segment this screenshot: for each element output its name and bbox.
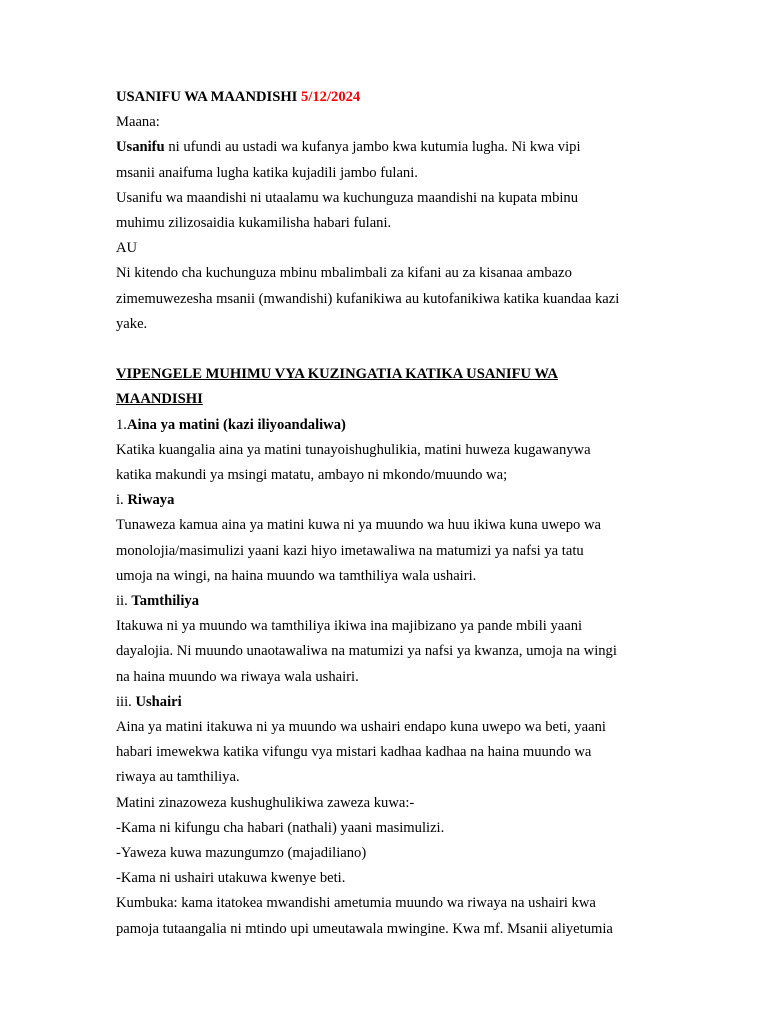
blank-line [116,337,658,362]
sub-iii-title: Ushairi [135,693,182,710]
definition-3-line-3: yake. [116,315,148,332]
item-1-line-2: katika makundi ya msingi matatu, ambayo ni mkondo/muundo wa; [116,467,508,484]
list-item-1: -Kama ni kifungu cha habari (nathali) yaani masimulizi. [116,819,445,836]
definition-1-line-1 [116,135,658,160]
kumbuka-line-1: Kumbuka: kama itatokea mwandishi ametumia muundo wa riwaya na ushairi kwa [116,895,596,912]
item-1-line-1: Katika kuangalia aina ya matini tunayoishughulikia, matini huweza kugawanywa [116,441,591,458]
list-item-2: -Yaweza kuwa mazungumzo (majadiliano) [116,845,367,862]
sub-i-line-1: Tunaweza kamua aina ya matini kuwa ni ya muundo wa huu ikiwa kuna uwepo wa [116,517,601,534]
definition-1-term: Usanifu [116,139,165,156]
sub-iii-line-1: Aina ya matini itakuwa ni ya muundo wa ushairi endapo kuna uwepo wa beti, yaani [116,719,606,736]
sub-ii-line-2: dayalojia. Ni muundo unaotawaliwa na matumizi ya nafsi ya kwanza, umoja na wingi [116,643,617,660]
definition-2-line-2: muhimu zilizosaidia kukamilisha habari fulani. [116,215,392,232]
sub-ii-title: Tamthiliya [131,593,199,610]
maana-label: Maana: [116,114,160,131]
sub-i-number: i. [116,492,128,509]
document-title-line [116,85,658,110]
sub-ii-line-1: Itakuwa ni ya muundo wa tamthiliya ikiwa ina majibizano ya pande mbili yaani [116,618,583,635]
sub-ii-number: ii. [116,593,132,610]
definition-1-text: ni ufundi au ustadi wa kufanya jambo kwa kutumia lugha. Ni kwa vipi [164,139,581,156]
definition-2-line-1: Usanifu wa maandishi ni utaalamu wa kuchunguza maandishi na kupata mbinu [116,189,579,206]
item-1-number: 1. [116,416,127,433]
sub-ii-heading [116,589,658,614]
list-item-3: -Kama ni ushairi utakuwa kwenye beti. [116,870,346,887]
document-date: 5/12/2024 [301,89,361,105]
sub-iii-heading [116,690,658,715]
definition-3-line-2: zimemuwezesha msanii (mwandishi) kufanikiwa au kutofanikiwa katika kuandaa kazi [116,290,620,307]
definition-1-line-2: msanii anaifuma lugha katika kujadili jambo fulani. [116,164,418,181]
sub-iii-line-2: habari imewekwa katika vifungu vya mistari kadhaa kadhaa na haina muundo wa [116,744,592,761]
kumbuka-line-2: pamoja tutaangalia ni mtindo upi umeutawala mwingine. Kwa mf. Msanii aliyetumia [116,920,613,937]
document-title: USANIFU WA MAANDISHI [116,89,298,105]
sub-ii-line-3: na haina muundo wa riwaya wala ushairi. [116,668,359,685]
au-separator: AU [116,240,138,257]
sub-i-line-2: monolojia/masimulizi yaani kazi hiyo imetawaliwa na matumizi ya nafsi ya tatu [116,542,584,559]
sub-i-heading [116,488,658,513]
sub-i-title: Riwaya [127,492,175,509]
section-heading-line-2: MAANDISHI [116,391,203,408]
sub-i-line-3: umoja na wingi, na haina muundo wa tamthiliya wala ushairi. [116,567,477,584]
matini-intro: Matini zinazoweza kushughulikiwa zaweza kuwa:- [116,794,415,811]
item-1-title: Aina ya matini (kazi iliyoandaliwa) [126,416,346,433]
definition-3-line-1: Ni kitendo cha kuchunguza mbinu mbalimbali za kifani au za kisanaa ambazo [116,265,572,282]
item-1-heading [116,413,658,438]
sub-iii-line-3: riwaya au tamthiliya. [116,769,240,786]
section-heading-line-1: VIPENGELE MUHIMU VYA KUZINGATIA KATIKA USANIFU WA [116,366,558,383]
sub-iii-number: iii. [116,693,136,710]
